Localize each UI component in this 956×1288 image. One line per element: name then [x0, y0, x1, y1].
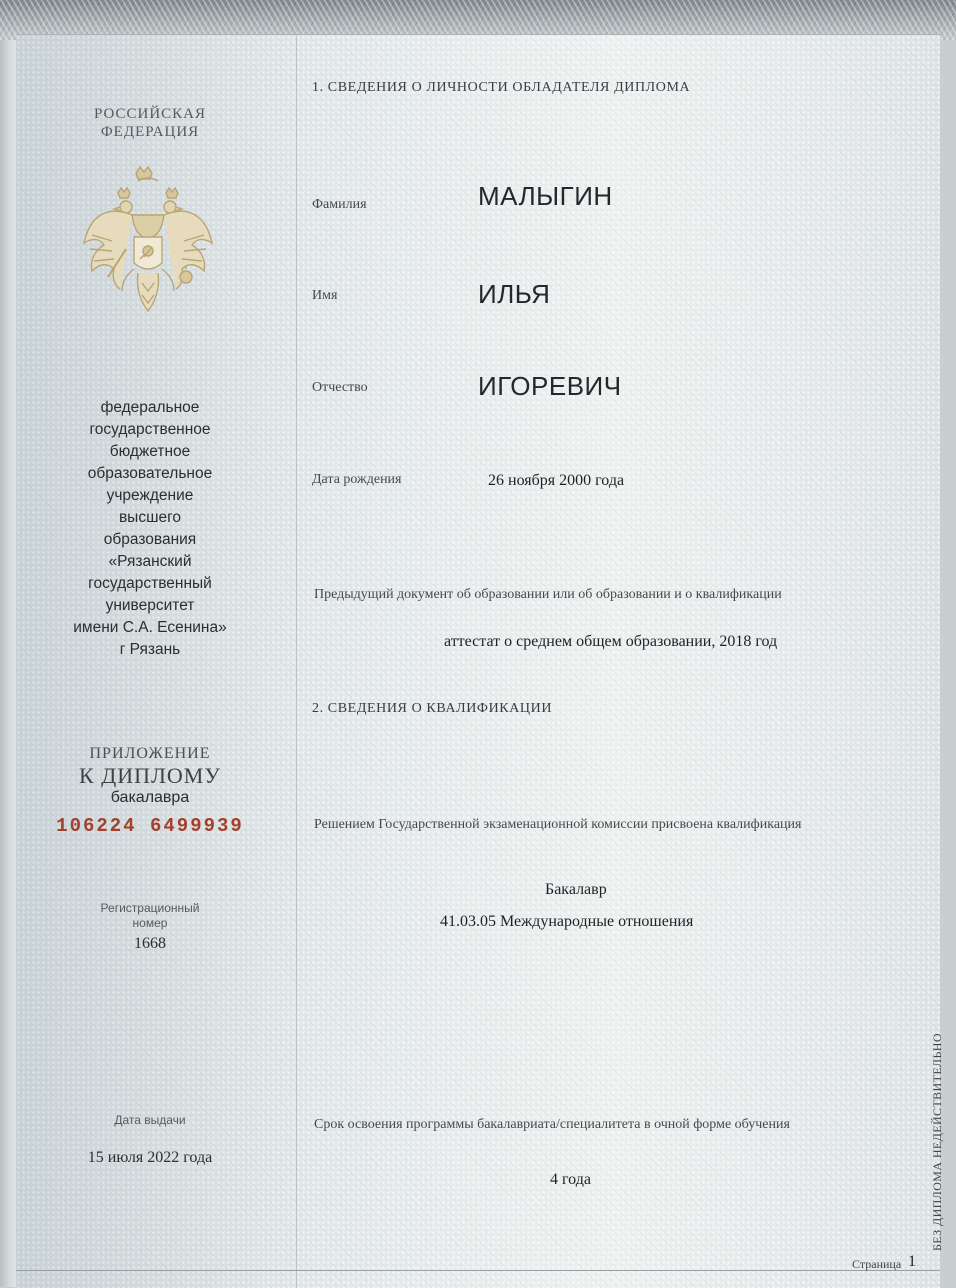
- patronymic-value: ИГОРЕВИЧ: [478, 371, 622, 401]
- patronymic-label: Отчество: [312, 380, 368, 395]
- organization-line: имени С.А. Есенина»: [73, 619, 227, 636]
- organization-line: «Рязанский: [108, 553, 192, 570]
- qualification-label: Решением Государственной экзаменационной комиссии присвоена квалификация: [314, 817, 802, 832]
- diploma-sheet: [16, 34, 944, 1288]
- duration-label: Срок освоения программы бакалавриата/специалитета в очной форме обучения: [314, 1117, 790, 1132]
- qualification-value: Бакалавр: [545, 881, 607, 898]
- country-line: ФЕДЕРАЦИЯ: [100, 124, 200, 140]
- organization-line: государственное: [89, 421, 211, 438]
- first-name-label: Имя: [312, 288, 338, 303]
- issue-date: 15 июля 2022 года: [87, 1149, 213, 1166]
- organization-line: образовательное: [87, 465, 213, 482]
- organization-line: образования: [103, 531, 197, 548]
- organization-line: федеральное: [100, 399, 200, 416]
- issuing-organization: [16, 397, 284, 661]
- page-number: 1: [908, 1253, 916, 1270]
- diploma-serial-number: 106224 6499939: [56, 815, 244, 837]
- appendix-subtitle: К ДИПЛОМУ: [79, 763, 221, 788]
- organization-line: бюджетное: [109, 443, 191, 460]
- appendix-title: ПРИЛОЖЕНИЕ: [89, 745, 211, 762]
- registration-label-line: номер: [132, 916, 168, 930]
- coat-of-arms-icon: [78, 165, 218, 315]
- page-label: Страница: [852, 1257, 902, 1271]
- registration-label-line: Регистрационный: [100, 901, 200, 915]
- section-personal-info-title: 1. СВЕДЕНИЯ О ЛИЧНОСТИ ОБЛАДАТЕЛЯ ДИПЛОМА: [312, 80, 691, 95]
- organization-line: университет: [105, 597, 195, 614]
- country-line: РОССИЙСКАЯ: [93, 106, 207, 122]
- bottom-rule: [16, 1270, 940, 1271]
- left-page-edge: [0, 40, 17, 1287]
- left-panel: [16, 35, 297, 1288]
- birth-date-label: Дата рождения: [312, 472, 402, 487]
- previous-document-value: аттестат о среднем общем образовании, 2018 год: [444, 633, 778, 650]
- organization-line: государственный: [88, 575, 212, 592]
- duration-value: 4 года: [550, 1171, 591, 1188]
- birth-date-value: 26 ноября 2000 года: [488, 472, 625, 489]
- previous-document-label: Предыдущий документ об образовании или об образовании и о квалификации: [314, 587, 782, 602]
- degree-level: бакалавра: [110, 789, 190, 806]
- country-name: [16, 105, 284, 141]
- surname-value: МАЛЫГИН: [478, 181, 613, 211]
- organization-line: учреждение: [106, 487, 194, 504]
- section-qualification-title: 2. СВЕДЕНИЯ О КВАЛИФИКАЦИИ: [312, 701, 553, 716]
- registration-number: 1668: [134, 935, 166, 952]
- registration-number-label: [16, 901, 284, 931]
- first-name-value: ИЛЬЯ: [478, 279, 551, 309]
- validity-side-note: БЕЗ ДИПЛОМА НЕДЕЙСТВИТЕЛЬНО: [930, 1033, 944, 1251]
- surname-label: Фамилия: [312, 197, 367, 212]
- organization-line: высшего: [118, 509, 182, 526]
- issue-date-label: Дата выдачи: [114, 1113, 186, 1127]
- program-value: 41.03.05 Международные отношения: [440, 913, 694, 930]
- organization-line: г Рязань: [119, 641, 181, 658]
